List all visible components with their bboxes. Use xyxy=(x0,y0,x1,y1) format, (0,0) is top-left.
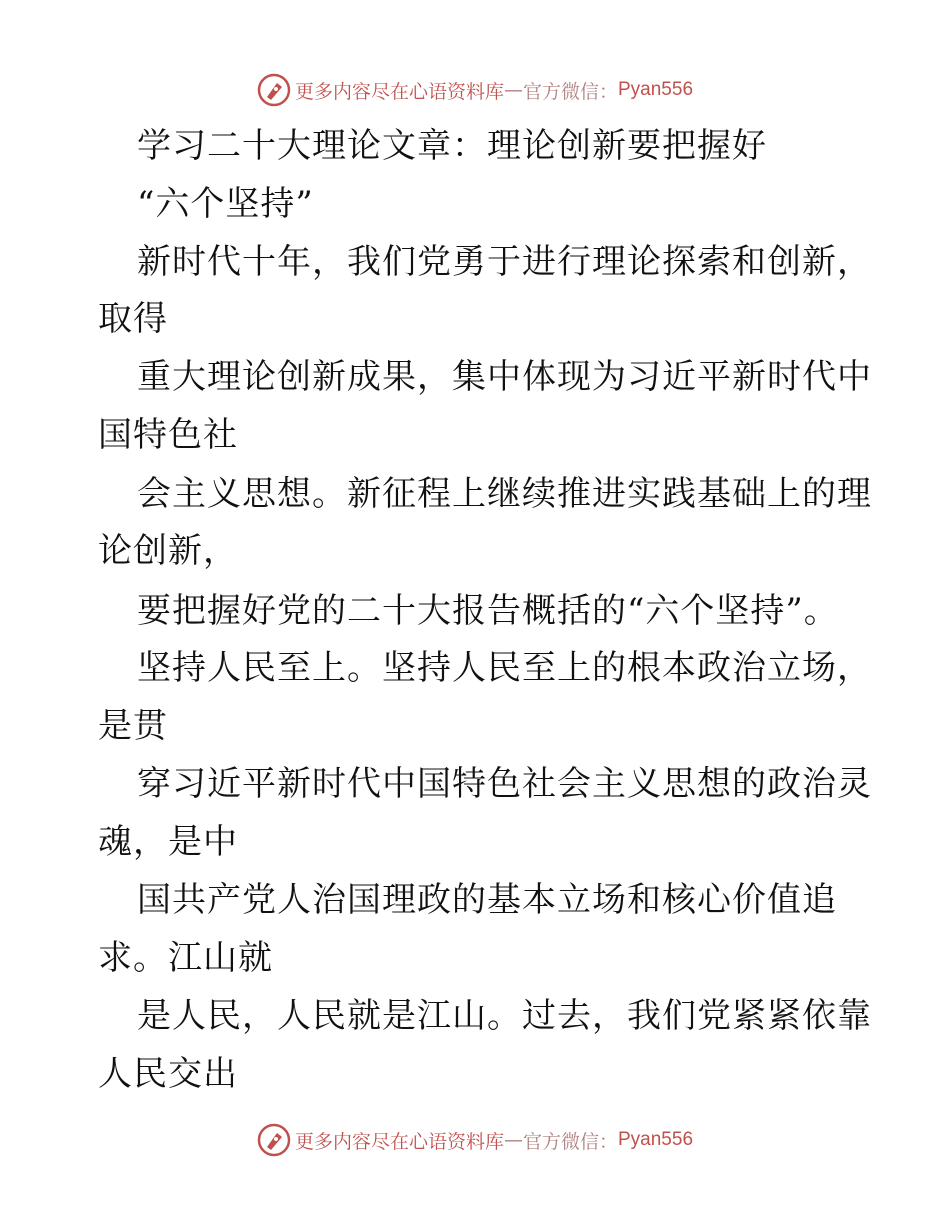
body-line: 新时代十年，我们党勇于进行理论探索和创新， xyxy=(137,242,872,282)
banner-wechat-id: Pyan556 xyxy=(618,1129,694,1150)
body-line: 要把握好党的二十大报告概括的“六个坚持”。 xyxy=(137,591,839,631)
body-line: 国特色社 xyxy=(98,415,238,455)
body-line: 人民交出 xyxy=(98,1054,238,1094)
body-line: 是贯 xyxy=(98,706,168,746)
banner-dash: — xyxy=(503,79,523,101)
body-line: 求。江山就 xyxy=(98,938,273,978)
header-banner xyxy=(0,70,950,110)
doc-title-line-1: 学习二十大理论文章：理论创新要把握好 xyxy=(137,126,767,166)
body-line: 论创新， xyxy=(98,531,238,571)
doc-title-line-2: “六个坚持” xyxy=(137,184,314,224)
pen-nib-logo-icon xyxy=(257,73,291,107)
banner-main-text: 更多内容尽在心语资料库 xyxy=(294,1130,504,1153)
body-line: 坚持人民至上。坚持人民至上的根本政治立场， xyxy=(137,648,872,688)
body-line: 穿习近平新时代中国特色社会主义思想的政治灵 xyxy=(137,764,872,804)
banner-main-text: 更多内容尽在心语资料库 xyxy=(294,80,504,103)
body-line: 取得 xyxy=(98,299,168,339)
banner-wechat-id: Pyan556 xyxy=(618,79,694,100)
body-line: 重大理论创新成果，集中体现为习近平新时代中 xyxy=(137,357,872,397)
banner-dash: — xyxy=(503,1129,523,1151)
pen-nib-logo-icon xyxy=(257,1123,291,1157)
body-line: 会主义思想。新征程上继续推进实践基础上的理 xyxy=(137,474,872,514)
footer-banner xyxy=(0,1120,950,1160)
body-line: 魂，是中 xyxy=(98,822,238,862)
body-line: 是人民，人民就是江山。过去，我们党紧紧依靠 xyxy=(137,996,872,1036)
banner-secondary-text: 官方微信： xyxy=(522,80,618,103)
banner-secondary-text: 官方微信： xyxy=(522,1130,618,1153)
body-line: 国共产党人治国理政的基本立场和核心价值追 xyxy=(137,880,837,920)
